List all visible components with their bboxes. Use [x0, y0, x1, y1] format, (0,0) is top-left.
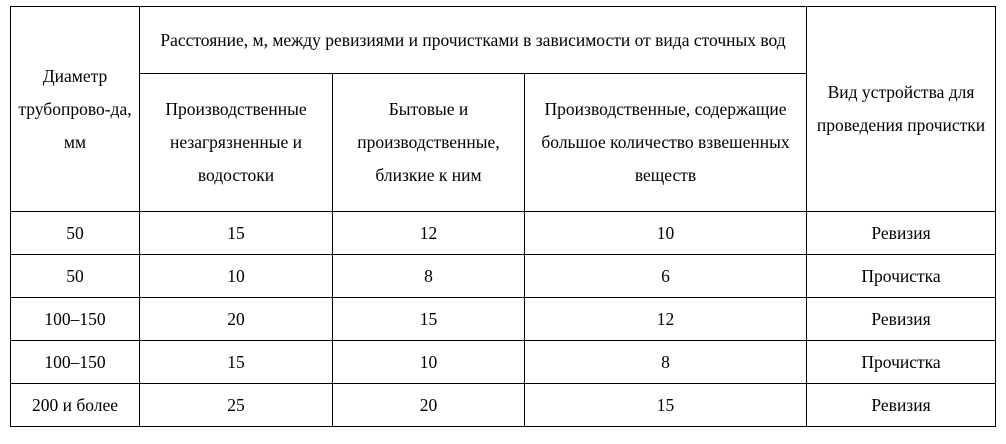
cell-domestic-industrial: 15 [333, 298, 525, 341]
cell-industrial-suspended: 6 [525, 255, 807, 298]
cell-domestic-industrial: 20 [333, 384, 525, 427]
table-row [11, 341, 996, 384]
cell-device-type: Ревизия [807, 384, 996, 427]
table-row [11, 384, 996, 427]
cell-device-type: Ревизия [807, 212, 996, 255]
cell-device-type: Ревизия [807, 298, 996, 341]
header-industrial-clean: Производственные незагрязненные и водостоки [140, 74, 333, 212]
cell-industrial-clean: 25 [140, 384, 333, 427]
cell-industrial-clean: 15 [140, 341, 333, 384]
cell-diameter: 200 и более [11, 384, 140, 427]
header-diameter: Диаметр трубопрово-да, мм [11, 7, 140, 212]
cell-industrial-clean: 15 [140, 212, 333, 255]
revision-distance-table [10, 6, 996, 427]
table-row [11, 212, 996, 255]
cell-diameter: 50 [11, 255, 140, 298]
cell-industrial-suspended: 12 [525, 298, 807, 341]
cell-domestic-industrial: 8 [333, 255, 525, 298]
header-industrial-suspended: Производственные, содержащие большое количество взвешенных веществ [525, 74, 807, 212]
cell-industrial-suspended: 8 [525, 341, 807, 384]
cell-device-type: Прочистка [807, 341, 996, 384]
cell-domestic-industrial: 10 [333, 341, 525, 384]
cell-domestic-industrial: 12 [333, 212, 525, 255]
header-row-group [11, 7, 996, 74]
table-row [11, 255, 996, 298]
header-domestic-industrial: Бытовые и производственные, близкие к ним [333, 74, 525, 212]
cell-diameter: 100–150 [11, 341, 140, 384]
header-device-type: Вид устройства для проведения прочистки [807, 7, 996, 212]
cell-industrial-suspended: 15 [525, 384, 807, 427]
cell-device-type: Прочистка [807, 255, 996, 298]
cell-industrial-clean: 20 [140, 298, 333, 341]
cell-diameter: 50 [11, 212, 140, 255]
cell-diameter: 100–150 [11, 298, 140, 341]
header-distance-group: Расстояние, м, между ревизиями и прочистками в зависимости от вида сточных вод [140, 7, 807, 74]
table-row [11, 298, 996, 341]
cell-industrial-clean: 10 [140, 255, 333, 298]
cell-industrial-suspended: 10 [525, 212, 807, 255]
